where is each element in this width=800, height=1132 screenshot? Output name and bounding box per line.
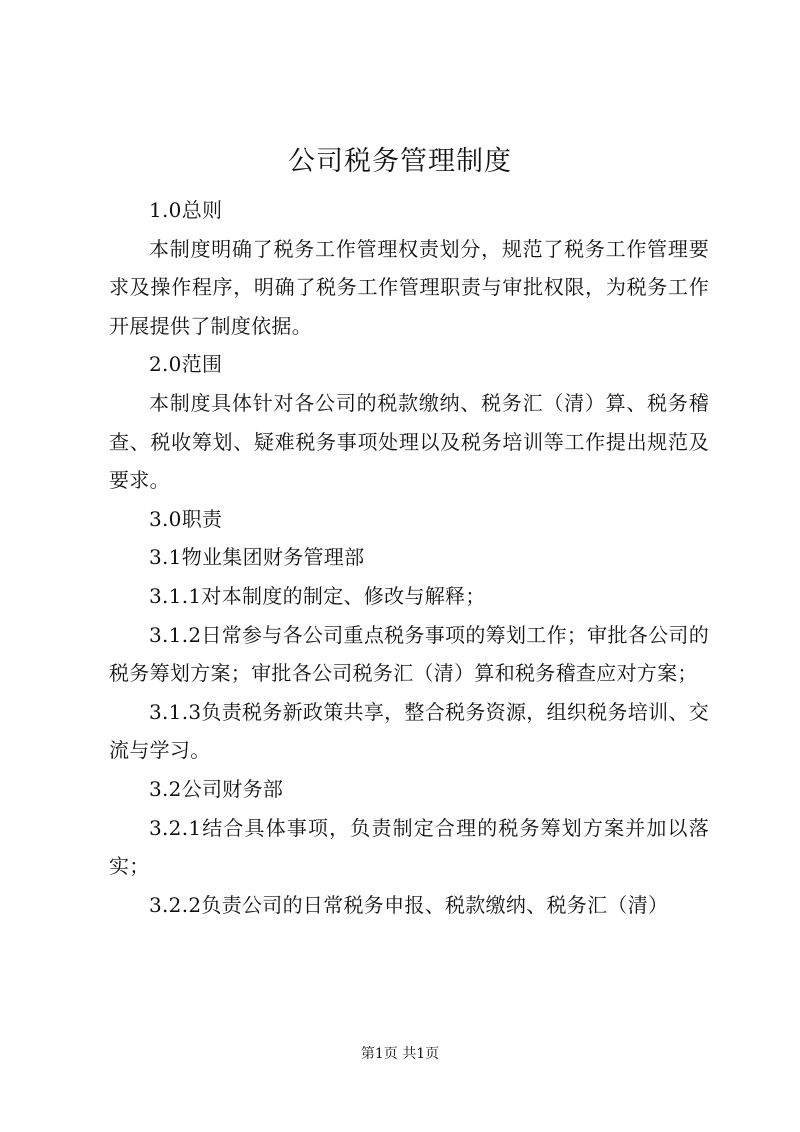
list-item: 3.2.2负责公司的日常税务申报、税款缴纳、税务汇（清） <box>149 892 669 917</box>
section-heading-scope: 2.0范围 <box>149 352 223 377</box>
page-title: 公司税务管理制度 <box>288 146 512 177</box>
document-body <box>109 191 709 924</box>
subsection-heading: 3.1物业集团财务管理部 <box>149 545 365 570</box>
section-heading-responsibilities: 3.0职责 <box>149 506 223 531</box>
list-item: 3.1.3负责税务新政策共享，整合税务资源，组织税务培训、交流与学习。 <box>109 699 709 763</box>
page-footer: 第1页 共1页 <box>360 1046 440 1062</box>
list-item: 3.2.1结合具体事项，负责制定合理的税务筹划方案并加以落实； <box>109 815 709 879</box>
list-item: 3.1.1对本制度的制定、修改与解释； <box>149 583 486 608</box>
section-heading-general: 1.0总则 <box>149 198 223 222</box>
subsection-heading: 3.2公司财务部 <box>149 776 284 801</box>
body-paragraph: 本制度明确了税务工作管理权责划分，规范了税务工作管理要求及操作程序，明确了税务工作管理职责与审批权限，为税务工作开展提供了制度依据。 <box>109 236 709 338</box>
list-item: 3.1.2日常参与各公司重点税务事项的筹划工作；审批各公司的税务筹划方案；审批各公司税务汇（清）算和税务稽查应对方案； <box>109 622 709 686</box>
body-paragraph: 本制度具体针对各公司的税款缴纳、税务汇（清）算、税务稽查、税收筹划、疑难税务事项处理以及税务培训等工作提出规范及要求。 <box>109 390 709 493</box>
